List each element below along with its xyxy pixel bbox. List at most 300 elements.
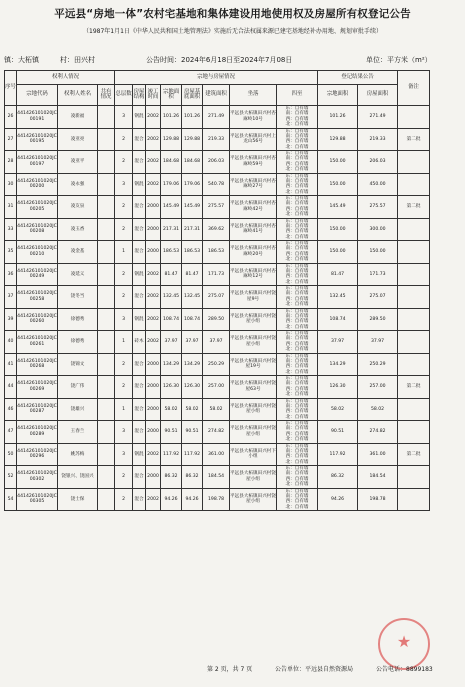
cell-area: 94.26 — [161, 488, 182, 511]
cell-remark — [398, 218, 430, 241]
cell-boundary — [277, 106, 318, 129]
cell-year: 2000 — [146, 353, 161, 376]
table-row — [5, 151, 462, 174]
cell-result-area: 134.29 — [318, 353, 358, 376]
cell-floors: 3 — [115, 173, 133, 196]
cell-result-house: 250.29 — [358, 353, 398, 376]
boundary-line: 南：自有墙 — [285, 268, 309, 274]
cell-address: 平远县大柘镇田兴村饶屋小组 — [230, 398, 277, 421]
cell-floors: 2 — [115, 376, 133, 399]
page-title: 平远县“房地一体”农村宅基地和集体建设用地使用权及房屋所有权登记公告 — [54, 8, 411, 20]
cell-floors: 3 — [115, 443, 133, 466]
cell-name: 凌玉香 — [58, 218, 98, 241]
footer — [0, 664, 465, 676]
table-row — [5, 286, 462, 309]
table-row — [5, 106, 462, 129]
cell-seq: 36 — [5, 263, 17, 286]
cell-address: 平远县大柘镇田兴村杏麻岭27号 — [230, 173, 277, 196]
boundary-line: 西：自有墙 — [285, 431, 309, 437]
cell-result-area: 126.30 — [318, 376, 358, 399]
table-row — [5, 376, 462, 399]
header-seq: 序号 — [5, 71, 17, 106]
cell-remark — [398, 151, 430, 174]
cell-build-area: 369.62 — [203, 218, 230, 241]
cell-build-area: 540.78 — [203, 173, 230, 196]
cell-code: 441426101020JC00205 — [17, 196, 58, 219]
cell-boundary — [277, 196, 318, 219]
cell-build-area: 58.02 — [203, 398, 230, 421]
cell-floors: 3 — [115, 421, 133, 444]
header-address: 坐落 — [230, 85, 277, 106]
cell-seq: 33 — [5, 218, 17, 241]
cell-name: 姚苏梅 — [58, 443, 98, 466]
header-area: 宗地面积 — [161, 85, 182, 106]
cell-code: 441426101020JC00195 — [17, 128, 58, 151]
cell-remark — [398, 466, 430, 489]
boundary-line: 南：自有墙 — [285, 358, 309, 364]
cell-name: 饶锦文 — [58, 353, 98, 376]
cell-year: 2000 — [146, 421, 161, 444]
cell-structure: 混合 — [133, 466, 146, 489]
boundary-line: 南：自有墙 — [285, 223, 309, 229]
cell-result-house: 361.00 — [358, 443, 398, 466]
cell-floors: 2 — [115, 488, 133, 511]
cell-base-area: 117.92 — [182, 443, 203, 466]
cell-remark — [398, 106, 430, 129]
table-row — [5, 443, 462, 466]
boundary-line: 东：自有墙 — [285, 263, 309, 269]
cell-address: 平远县大柘镇田兴村饶屋小组 — [230, 331, 277, 354]
cell-base-area: 186.53 — [182, 241, 203, 264]
cell-build-area: 275.07 — [203, 286, 230, 309]
header-owner-group: 权利人情况 — [17, 71, 115, 85]
cell-seq: 47 — [5, 421, 17, 444]
boundary-line: 南：自有墙 — [285, 426, 309, 432]
cell-name: 饶银兴、饶国兴 — [58, 466, 98, 489]
cell-shared — [98, 443, 115, 466]
cell-floors: 2 — [115, 151, 133, 174]
cell-name: 饶士保 — [58, 488, 98, 511]
cell-boundary — [277, 151, 318, 174]
boundary-line: 北：自有墙 — [285, 302, 309, 308]
cell-build-area: 271.49 — [203, 106, 230, 129]
cell-boundary — [277, 241, 318, 264]
cell-result-house: 206.03 — [358, 151, 398, 174]
header-floors: 总层数 — [115, 85, 133, 106]
cell-floors: 2 — [115, 466, 133, 489]
boundary-line: 东：自有墙 — [285, 488, 309, 494]
cell-area: 145.49 — [161, 196, 182, 219]
cell-base-area: 132.45 — [182, 286, 203, 309]
boundary-line: 北：自有墙 — [285, 257, 309, 263]
header-name: 权利人姓名 — [58, 85, 98, 106]
boundary-line: 北：自有墙 — [285, 414, 309, 420]
cell-seq: 26 — [5, 106, 17, 129]
cell-code: 441426101020JC00200 — [17, 173, 58, 196]
cell-seq: 35 — [5, 241, 17, 264]
cell-year: 2002 — [146, 286, 161, 309]
boundary-line: 西：自有墙 — [285, 476, 309, 482]
cell-result-house: 450.00 — [358, 173, 398, 196]
cell-name: 凌亚亮 — [58, 128, 98, 151]
cell-boundary — [277, 376, 318, 399]
cell-result-area: 117.92 — [318, 443, 358, 466]
cell-shared — [98, 331, 115, 354]
cell-remark — [398, 353, 430, 376]
cell-result-house: 150.00 — [358, 241, 398, 264]
cell-year: 2002 — [146, 443, 161, 466]
cell-shared — [98, 106, 115, 129]
cell-base-area: 184.68 — [182, 151, 203, 174]
cell-name: 凌亚平 — [58, 151, 98, 174]
cell-base-area: 145.49 — [182, 196, 203, 219]
cell-result-house: 58.02 — [358, 398, 398, 421]
cell-result-area: 101.26 — [318, 106, 358, 129]
cell-area: 37.97 — [161, 331, 182, 354]
cell-floors: 2 — [115, 128, 133, 151]
period-label: 公告时间：2024年6月18日至2024年7月08日 — [146, 56, 293, 64]
header-boundary: 四至 — [277, 85, 318, 106]
table-row — [5, 421, 462, 444]
cell-base-area: 179.06 — [182, 173, 203, 196]
cell-base-area: 37.97 — [182, 331, 203, 354]
cell-shared — [98, 218, 115, 241]
boundary-line: 西：自有墙 — [285, 206, 309, 212]
cell-result-area: 150.00 — [318, 173, 358, 196]
phone: 公告电话：8899183 — [376, 666, 433, 673]
boundary-line: 北：自有墙 — [285, 504, 309, 510]
cell-result-area: 150.00 — [318, 218, 358, 241]
cell-base-area: 134.29 — [182, 353, 203, 376]
cell-boundary — [277, 308, 318, 331]
cell-structure: 混合 — [133, 196, 146, 219]
cell-shared — [98, 488, 115, 511]
boundary-line: 东：自有墙 — [285, 376, 309, 382]
boundary-line: 北：自有墙 — [285, 144, 309, 150]
cell-area: 134.29 — [161, 353, 182, 376]
boundary-line: 南：自有墙 — [285, 291, 309, 297]
cell-address: 平远县大柘镇田兴村饶屋小组 — [230, 421, 277, 444]
cell-boundary — [277, 128, 318, 151]
boundary-line: 东：自有墙 — [285, 128, 309, 134]
cell-code: 441426101020JC00258 — [17, 286, 58, 309]
boundary-line: 北：自有墙 — [285, 279, 309, 285]
boundary-line: 西：自有墙 — [285, 161, 309, 167]
cell-shared — [98, 353, 115, 376]
cell-year: 2000 — [146, 218, 161, 241]
boundary-line: 北：自有墙 — [285, 212, 309, 218]
boundary-line: 东：自有墙 — [285, 443, 309, 449]
cell-code: 441426101020JC00305 — [17, 488, 58, 511]
cell-base-area: 58.02 — [182, 398, 203, 421]
boundary-line: 北：自有墙 — [285, 167, 309, 173]
cell-shared — [98, 173, 115, 196]
boundary-line: 南：自有墙 — [285, 201, 309, 207]
cell-year: 2002 — [146, 128, 161, 151]
cell-remark — [398, 173, 430, 196]
cell-boundary — [277, 398, 318, 421]
cell-seq: 27 — [5, 128, 17, 151]
cell-area: 117.92 — [161, 443, 182, 466]
boundary-line: 东：自有墙 — [285, 151, 309, 157]
cell-seq: 30 — [5, 173, 17, 196]
cell-structure: 混合 — [133, 128, 146, 151]
cell-structure: 混合 — [133, 286, 146, 309]
boundary-line: 北：自有墙 — [285, 234, 309, 240]
cell-shared — [98, 128, 115, 151]
official-seal — [378, 618, 430, 670]
boundary-line: 东：自有墙 — [285, 398, 309, 404]
cell-name: 饶雄兴 — [58, 398, 98, 421]
cell-boundary — [277, 466, 318, 489]
boundary-line: 南：自有墙 — [285, 313, 309, 319]
cell-remark: 第二批 — [398, 376, 430, 399]
cell-address: 平远县大柘镇田兴村杏麻岭12号 — [230, 263, 277, 286]
boundary-line: 南：自有墙 — [285, 156, 309, 162]
boundary-line: 北：自有墙 — [285, 437, 309, 443]
cell-name: 凌金基 — [58, 241, 98, 264]
cell-address: 平远县大柘镇田兴村饶屋小组 — [230, 308, 277, 331]
cell-address: 平远县大柘镇田兴村下小组 — [230, 443, 277, 466]
cell-shared — [98, 398, 115, 421]
cell-area: 81.47 — [161, 263, 182, 286]
table-row — [5, 263, 462, 286]
cell-year: 2000 — [146, 241, 161, 264]
boundary-line: 东：自有墙 — [285, 308, 309, 314]
table-row — [5, 308, 462, 331]
boundary-line: 西：自有墙 — [285, 341, 309, 347]
cell-result-house: 257.00 — [358, 376, 398, 399]
table-body — [5, 106, 462, 511]
table-row — [5, 353, 462, 376]
cell-structure: 钢混 — [133, 173, 146, 196]
boundary-line: 西：自有墙 — [285, 454, 309, 460]
cell-structure: 钢混 — [133, 106, 146, 129]
cell-result-area: 94.26 — [318, 488, 358, 511]
boundary-line: 东：自有墙 — [285, 466, 309, 472]
cell-structure: 混合 — [133, 241, 146, 264]
header-remark: 备注 — [398, 71, 430, 106]
cell-remark: 第二批 — [398, 196, 430, 219]
cell-area: 101.26 — [161, 106, 182, 129]
cell-name: 徐德秀 — [58, 331, 98, 354]
boundary-line: 南：自有墙 — [285, 336, 309, 342]
boundary-line: 西：自有墙 — [285, 386, 309, 392]
cell-result-house: 219.33 — [358, 128, 398, 151]
cell-address: 平远县大柘镇田兴村杏麻岭42号 — [230, 196, 277, 219]
cell-result-house: 275.07 — [358, 286, 398, 309]
cell-code: 441426101020JC00210 — [17, 241, 58, 264]
cell-shared — [98, 263, 115, 286]
table-row — [5, 218, 462, 241]
boundary-line: 西：自有墙 — [285, 296, 309, 302]
cell-structure: 混合 — [133, 421, 146, 444]
table-row — [5, 173, 462, 196]
cell-build-area: 250.29 — [203, 353, 230, 376]
boundary-line: 东：自有墙 — [285, 196, 309, 202]
boundary-line: 南：自有墙 — [285, 448, 309, 454]
boundary-line: 北：自有墙 — [285, 392, 309, 398]
cell-code: 441426101020JC00268 — [17, 353, 58, 376]
cell-code: 441426101020JC00191 — [17, 106, 58, 129]
boundary-line: 南：自有墙 — [285, 403, 309, 409]
cell-boundary — [277, 173, 318, 196]
location-line — [4, 55, 460, 67]
cell-shared — [98, 196, 115, 219]
cell-name: 凌延义 — [58, 263, 98, 286]
cell-year: 2002 — [146, 263, 161, 286]
table-row — [5, 241, 462, 264]
header-result-group: 登记结果公告 — [318, 71, 398, 85]
boundary-line: 南：自有墙 — [285, 133, 309, 139]
cell-remark — [398, 421, 430, 444]
boundary-line: 北：自有墙 — [285, 459, 309, 465]
cell-result-area: 58.02 — [318, 398, 358, 421]
cell-name: 徐德秀 — [58, 308, 98, 331]
cell-result-house: 184.54 — [358, 466, 398, 489]
boundary-line: 南：自有墙 — [285, 246, 309, 252]
cell-result-area: 129.88 — [318, 128, 358, 151]
boundary-line: 西：自有墙 — [285, 251, 309, 257]
boundary-line: 东：自有墙 — [285, 106, 309, 112]
boundary-line: 西：自有墙 — [285, 319, 309, 325]
cell-build-area: 184.54 — [203, 466, 230, 489]
header-result-area: 宗地面积 — [318, 85, 358, 106]
cell-seq: 46 — [5, 398, 17, 421]
cell-structure: 钢混 — [133, 443, 146, 466]
cell-seq: 31 — [5, 196, 17, 219]
cell-year: 2002 — [146, 308, 161, 331]
cell-build-area: 219.33 — [203, 128, 230, 151]
cell-code: 441426101020JC00249 — [17, 263, 58, 286]
cell-build-area: 206.03 — [203, 151, 230, 174]
cell-base-area: 90.51 — [182, 421, 203, 444]
cell-result-house: 271.49 — [358, 106, 398, 129]
boundary-line: 北：自有墙 — [285, 122, 309, 128]
page-number: 第 2 页，共 7 页 — [207, 666, 253, 673]
cell-build-area: 37.97 — [203, 331, 230, 354]
boundary-line: 北：自有墙 — [285, 347, 309, 353]
publisher: 公告单位：平远县自然资源局 — [275, 666, 354, 673]
cell-base-area: 81.47 — [182, 263, 203, 286]
cell-name: 凌友泉 — [58, 196, 98, 219]
unit-label: 单位：平方米（m²） — [366, 56, 432, 64]
cell-floors: 3 — [115, 106, 133, 129]
cell-result-house: 37.97 — [358, 331, 398, 354]
cell-seq: 40 — [5, 331, 17, 354]
cell-structure: 钢混 — [133, 308, 146, 331]
cell-build-area: 289.50 — [203, 308, 230, 331]
cell-result-area: 150.00 — [318, 151, 358, 174]
cell-floors: 2 — [115, 218, 133, 241]
cell-seq: 41 — [5, 353, 17, 376]
cell-shared — [98, 241, 115, 264]
table-row — [5, 196, 462, 219]
village-label: 村：田兴村 — [60, 56, 95, 64]
cell-address: 平远县大柘镇田兴村饶屋9号 — [230, 286, 277, 309]
header-base-area: 房屋基底面积 — [182, 85, 203, 106]
cell-address: 平远县大柘镇田兴村杏麻岭20号 — [230, 241, 277, 264]
cell-year: 2002 — [146, 488, 161, 511]
cell-build-area: 171.73 — [203, 263, 230, 286]
cell-area: 126.30 — [161, 376, 182, 399]
cell-seq: 37 — [5, 286, 17, 309]
page-subtitle: （1987年1月1日《中华人民共和国土地管理法》实施后无合法权属来源已建宅基地经补办用地、规划审批手续） — [83, 28, 382, 35]
boundary-line: 北：自有墙 — [285, 482, 309, 488]
cell-base-area: 126.30 — [182, 376, 203, 399]
cell-remark — [398, 241, 430, 264]
cell-boundary — [277, 353, 318, 376]
cell-result-area: 145.49 — [318, 196, 358, 219]
table-row — [5, 466, 462, 489]
cell-build-area: 198.78 — [203, 488, 230, 511]
cell-base-area: 217.31 — [182, 218, 203, 241]
cell-area: 86.32 — [161, 466, 182, 489]
cell-remark — [398, 308, 430, 331]
registration-table — [4, 70, 462, 511]
cell-structure: 混合 — [133, 151, 146, 174]
boundary-line: 西：自有墙 — [285, 139, 309, 145]
cell-seq: 44 — [5, 376, 17, 399]
cell-code: 441426101020JC00302 — [17, 466, 58, 489]
cell-name: 饶广伟 — [58, 376, 98, 399]
cell-remark — [398, 488, 430, 511]
cell-address: 平远县大柘镇田兴村杏麻岭10号 — [230, 106, 277, 129]
cell-remark — [398, 331, 430, 354]
cell-name: 凌新福 — [58, 106, 98, 129]
cell-area: 108.74 — [161, 308, 182, 331]
cell-year: 2000 — [146, 376, 161, 399]
cell-build-area: 186.53 — [203, 241, 230, 264]
boundary-line: 西：自有墙 — [285, 116, 309, 122]
cell-code: 441426101020JC00269 — [17, 376, 58, 399]
boundary-line: 西：自有墙 — [285, 184, 309, 190]
cell-remark — [398, 398, 430, 421]
cell-result-house: 275.57 — [358, 196, 398, 219]
cell-result-house: 171.73 — [358, 263, 398, 286]
cell-year: 2002 — [146, 173, 161, 196]
boundary-line: 北：自有墙 — [285, 369, 309, 375]
cell-structure: 混合 — [133, 376, 146, 399]
table-row — [5, 331, 462, 354]
cell-year: 2002 — [146, 331, 161, 354]
boundary-line: 北：自有墙 — [285, 189, 309, 195]
cell-year: 2000 — [146, 466, 161, 489]
cell-result-area: 81.47 — [318, 263, 358, 286]
cell-address: 平远县大柘镇田兴村饶屋小组 — [230, 488, 277, 511]
cell-year: 2000 — [146, 196, 161, 219]
boundary-line: 东：自有墙 — [285, 286, 309, 292]
cell-shared — [98, 376, 115, 399]
cell-floors: 1 — [115, 241, 133, 264]
cell-structure: 砖木 — [133, 331, 146, 354]
cell-base-area: 108.74 — [182, 308, 203, 331]
cell-boundary — [277, 263, 318, 286]
header-shared: 共有情况 — [98, 85, 115, 106]
cell-area: 217.31 — [161, 218, 182, 241]
cell-base-area: 101.26 — [182, 106, 203, 129]
cell-remark: 第二批 — [398, 128, 430, 151]
table-row — [5, 128, 462, 151]
header-land-group: 宗地与房屋情况 — [115, 71, 318, 85]
cell-result-area: 90.51 — [318, 421, 358, 444]
cell-area: 90.51 — [161, 421, 182, 444]
cell-build-area: 257.00 — [203, 376, 230, 399]
cell-shared — [98, 151, 115, 174]
cell-code: 441426101020JC00208 — [17, 218, 58, 241]
cell-address: 平远县大柘镇田兴村杏麻岭41号 — [230, 218, 277, 241]
seal-star-icon: ★ — [396, 632, 412, 651]
